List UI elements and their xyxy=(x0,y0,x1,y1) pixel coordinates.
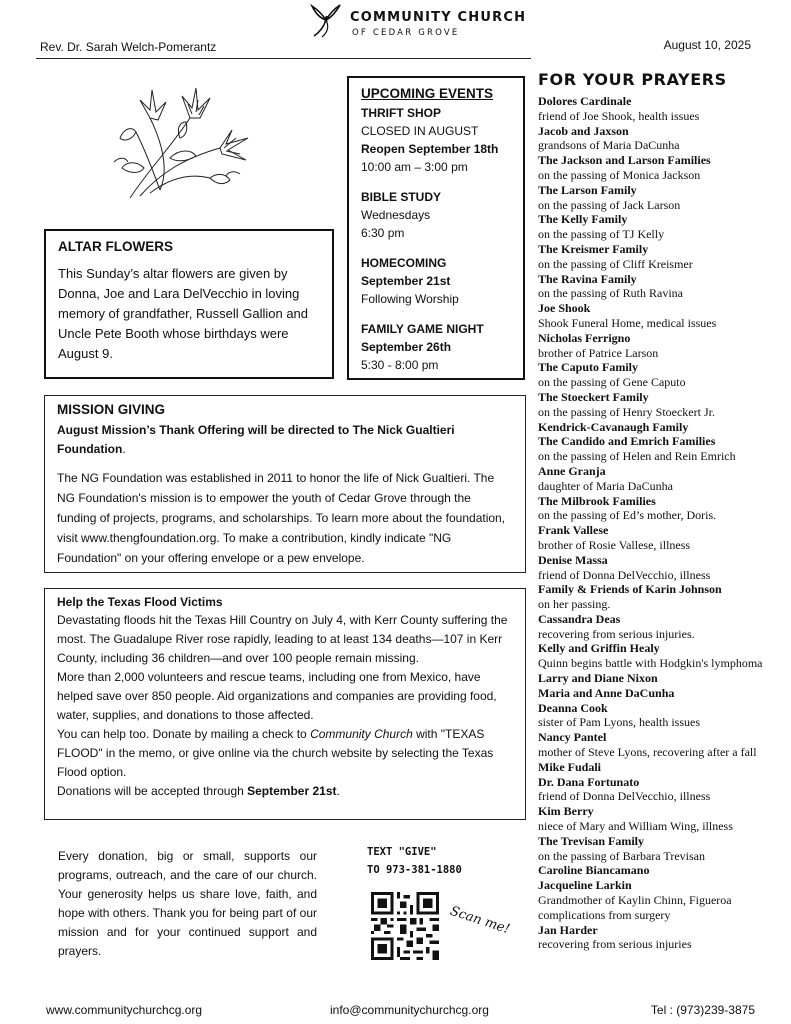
prayer-name: The Larson Family xyxy=(538,182,637,197)
thrift-shop-status: CLOSED IN AUGUST xyxy=(361,124,479,138)
prayer-note: recovering from serious injuries xyxy=(538,937,692,952)
prayer-note: on the passing of Henry Stoeckert Jr. xyxy=(538,404,715,419)
prayer-name: The Kreismer Family xyxy=(538,241,649,256)
prayer-note: on the passing of Gene Caputo xyxy=(538,375,686,390)
prayer-name: Maria and Anne DaCunha xyxy=(538,685,675,700)
prayer-name: Caroline Biancamano xyxy=(538,863,650,878)
prayer-name: The Stoeckert Family xyxy=(538,389,649,404)
prayer-name: The Kelly Family xyxy=(538,212,628,227)
prayer-note: Grandmother of Kaylin Chinn, Figueroa complications from surgery xyxy=(538,893,732,922)
prayer-name: Kendrick-Cavanaugh Family xyxy=(538,419,689,434)
prayer-name: Dolores Cardinale xyxy=(538,94,632,108)
texas-flood-p3-a: You can help too. Donate by mailing a check to xyxy=(57,727,311,741)
texas-flood-p1: Devastating floods hit the Texas Hill Country on July 4, with Kerr County suffering the most. The Guadalupe River rose rapidly, leading to at least 134 deaths—107 in Kerr County, including 36 children—and over 100 people remain missing. xyxy=(57,613,508,665)
prayer-note: on the passing of Jack Larson xyxy=(538,197,681,212)
prayer-note: brother of Rosie Vallese, illness xyxy=(538,537,691,552)
prayer-name: Nicholas Ferrigno xyxy=(538,330,631,345)
homecoming-time: Following Worship xyxy=(361,292,459,306)
prayer-note: friend of Donna DelVecchio, illness xyxy=(538,567,711,582)
prayer-list xyxy=(538,94,788,952)
bible-study-day: Wednesdays xyxy=(361,208,431,222)
altar-flowers-title: ALTAR FLOWERS xyxy=(58,239,173,254)
upcoming-events-title: UPCOMING EVENTS xyxy=(361,86,494,101)
prayer-note: on the passing of TJ Kelly xyxy=(538,227,665,242)
prayer-note: daughter of Maria DaCunha xyxy=(538,478,673,493)
prayer-name: Family & Friends of Karin Johnson xyxy=(538,582,722,597)
prayer-note: sister of Pam Lyons, health issues xyxy=(538,715,700,730)
homecoming-title: HOMECOMING xyxy=(361,256,447,270)
thrift-shop-reopen: Reopen September 18th xyxy=(361,142,499,156)
game-night-time: 5:30 - 8:00 pm xyxy=(361,358,439,372)
bible-study-time: 6:30 pm xyxy=(361,226,405,240)
prayer-name: Jan Harder xyxy=(538,922,598,937)
mission-giving-title: MISSION GIVING xyxy=(57,402,166,417)
prayer-note: Shook Funeral Home, medical issues xyxy=(538,315,717,330)
mission-lead-main: August Mission’s Thank Offering will be directed to The Nick Gualtieri Foundation xyxy=(57,423,455,456)
prayer-name: The Ravina Family xyxy=(538,271,637,286)
prayer-name: Kim Berry xyxy=(538,804,594,819)
thrift-shop-title: THRIFT SHOP xyxy=(361,106,441,120)
prayer-note: niece of Mary and William Wing, illness xyxy=(538,819,733,834)
lily-flowers-illustration xyxy=(100,78,260,206)
prayer-note: friend of Donna DelVecchio, illness xyxy=(538,789,711,804)
texas-flood-p2: More than 2,000 volunteers and rescue teams, including one from Mexico, have helped save over 850 people. Aid organizations and companies are providing food, water, supplies, and donations to those affected. xyxy=(57,670,497,722)
mission-body-text: The NG Foundation was established in 2011 to honor the life of Nick Gualtieri. The NG Foundation's mission is to empower the youth of Cedar Grove through the funding of projects, programs, and scholarships. To learn more about the foundation, visit www.thengfoundation.org. To make a contribution, kindly indicate "NG Foundation" on your offering envelope or a pew envelope. xyxy=(57,471,506,565)
prayer-name: The Milbrook Families xyxy=(538,493,656,508)
prayer-note: Quinn begins battle with Hodgkin's lymphoma xyxy=(538,656,763,671)
homecoming-date: September 21st xyxy=(361,274,451,288)
bible-study-title: BIBLE STUDY xyxy=(361,190,442,204)
prayer-name: Deanna Cook xyxy=(538,700,608,715)
pastor-name: Rev. Dr. Sarah Welch-Pomerantz xyxy=(40,40,217,54)
altar-flowers-box xyxy=(44,229,334,379)
closing-paragraph: Every donation, big or small, supports our programs, outreach, and the care of our church. Your generosity helps us share love, faith, and hope with others. Thank you for being part of our mission and for your continued support and prayers. xyxy=(58,849,317,958)
church-dove-logo xyxy=(306,2,346,40)
prayer-note: on the passing of Ruth Ravina xyxy=(538,286,683,301)
footer-email[interactable]: info@communitychurchcg.org xyxy=(330,1003,489,1017)
prayer-note: on the passing of Monica Jackson xyxy=(538,167,701,182)
text-give-label: TEXT "GIVE" xyxy=(367,846,437,858)
texas-flood-p3 xyxy=(57,725,513,782)
footer-website[interactable]: www.communitychurchcg.org xyxy=(46,1003,203,1017)
texas-flood-p3-church: Community Church xyxy=(310,727,413,741)
mission-giving-box xyxy=(44,395,526,573)
texas-flood-title: Help the Texas Flood Victims xyxy=(57,595,223,609)
prayer-name: Cassandra Deas xyxy=(538,611,621,626)
mission-lead-period: . xyxy=(122,442,126,456)
prayer-note: grandsons of Maria DaCunha xyxy=(538,138,680,153)
church-subtitle: OF CEDAR GROVE xyxy=(352,28,460,38)
bulletin-date: August 10, 2025 xyxy=(663,38,751,52)
prayer-name: Mike Fudali xyxy=(538,759,602,774)
prayer-note: mother of Steve Lyons, recovering after a fall xyxy=(538,745,757,760)
prayer-note: on the passing of Helen and Rein Emrich xyxy=(538,449,736,464)
texas-flood-deadline: September 21st xyxy=(247,784,337,798)
mission-lead-text xyxy=(57,421,513,459)
header-divider xyxy=(36,58,531,59)
thrift-shop-hours: 10:00 am – 3:00 pm xyxy=(361,160,468,174)
prayer-name: Jacqueline Larkin xyxy=(538,878,632,893)
prayer-name: Nancy Pantel xyxy=(538,730,607,745)
prayer-note: on the passing of Cliff Kreismer xyxy=(538,256,693,271)
prayer-name: Kelly and Griffin Healy xyxy=(538,641,660,656)
prayer-note: brother of Patrice Larson xyxy=(538,345,659,360)
prayer-note: friend of Joe Shook, health issues xyxy=(538,108,700,123)
prayer-note: on the passing of Ed’s mother, Doris. xyxy=(538,508,717,523)
texas-flood-p4-a: Donations will be accepted through xyxy=(57,784,248,798)
qr-code[interactable] xyxy=(371,892,439,960)
prayer-name: Denise Massa xyxy=(538,552,608,567)
text-give-number: TO 973-381-1880 xyxy=(367,864,462,876)
prayer-name: The Candido and Emrich Families xyxy=(538,434,716,449)
texas-flood-p4 xyxy=(57,782,513,801)
prayer-name: Larry and Diane Nixon xyxy=(538,671,658,686)
scan-me-label: Scan me! xyxy=(448,903,512,938)
prayer-name: The Caputo Family xyxy=(538,360,639,375)
prayer-name: The Trevisan Family xyxy=(538,833,645,848)
prayer-note: on her passing. xyxy=(538,597,611,612)
game-night-date: September 26th xyxy=(361,340,452,354)
altar-flowers-text: This Sunday’s altar flowers are given by Donna, Joe and Lara DelVecchio in loving memory of grandfather, Russell Gallion and Uncle Pete Booth whose birthdays were August 9. xyxy=(58,266,309,361)
game-night-title: FAMILY GAME NIGHT xyxy=(361,322,484,336)
church-name: COMMUNITY CHURCH xyxy=(350,10,527,25)
footer-phone: Tel : (973)239-3875 xyxy=(650,1003,755,1017)
texas-flood-p3-b: with "TEXAS FLOOD" in the memo, or give online via the church website by selecting the Texas Flood option. xyxy=(57,727,494,779)
prayer-note: recovering from serious injuries. xyxy=(538,626,695,641)
texas-flood-p4-c: . xyxy=(336,784,340,798)
prayer-name: Anne Granja xyxy=(538,463,606,478)
prayer-name: Joe Shook xyxy=(538,301,591,316)
prayer-name: Jacob and Jaxson xyxy=(538,123,629,138)
prayer-name: Dr. Dana Fortunato xyxy=(538,774,640,789)
prayer-name: The Jackson and Larson Families xyxy=(538,153,711,168)
prayer-name: Frank Vallese xyxy=(538,523,609,538)
texas-flood-box xyxy=(44,588,526,820)
prayer-note: on the passing of Barbara Trevisan xyxy=(538,848,705,863)
prayers-title: FOR YOUR PRAYERS xyxy=(538,70,727,89)
upcoming-events-box xyxy=(347,76,525,380)
